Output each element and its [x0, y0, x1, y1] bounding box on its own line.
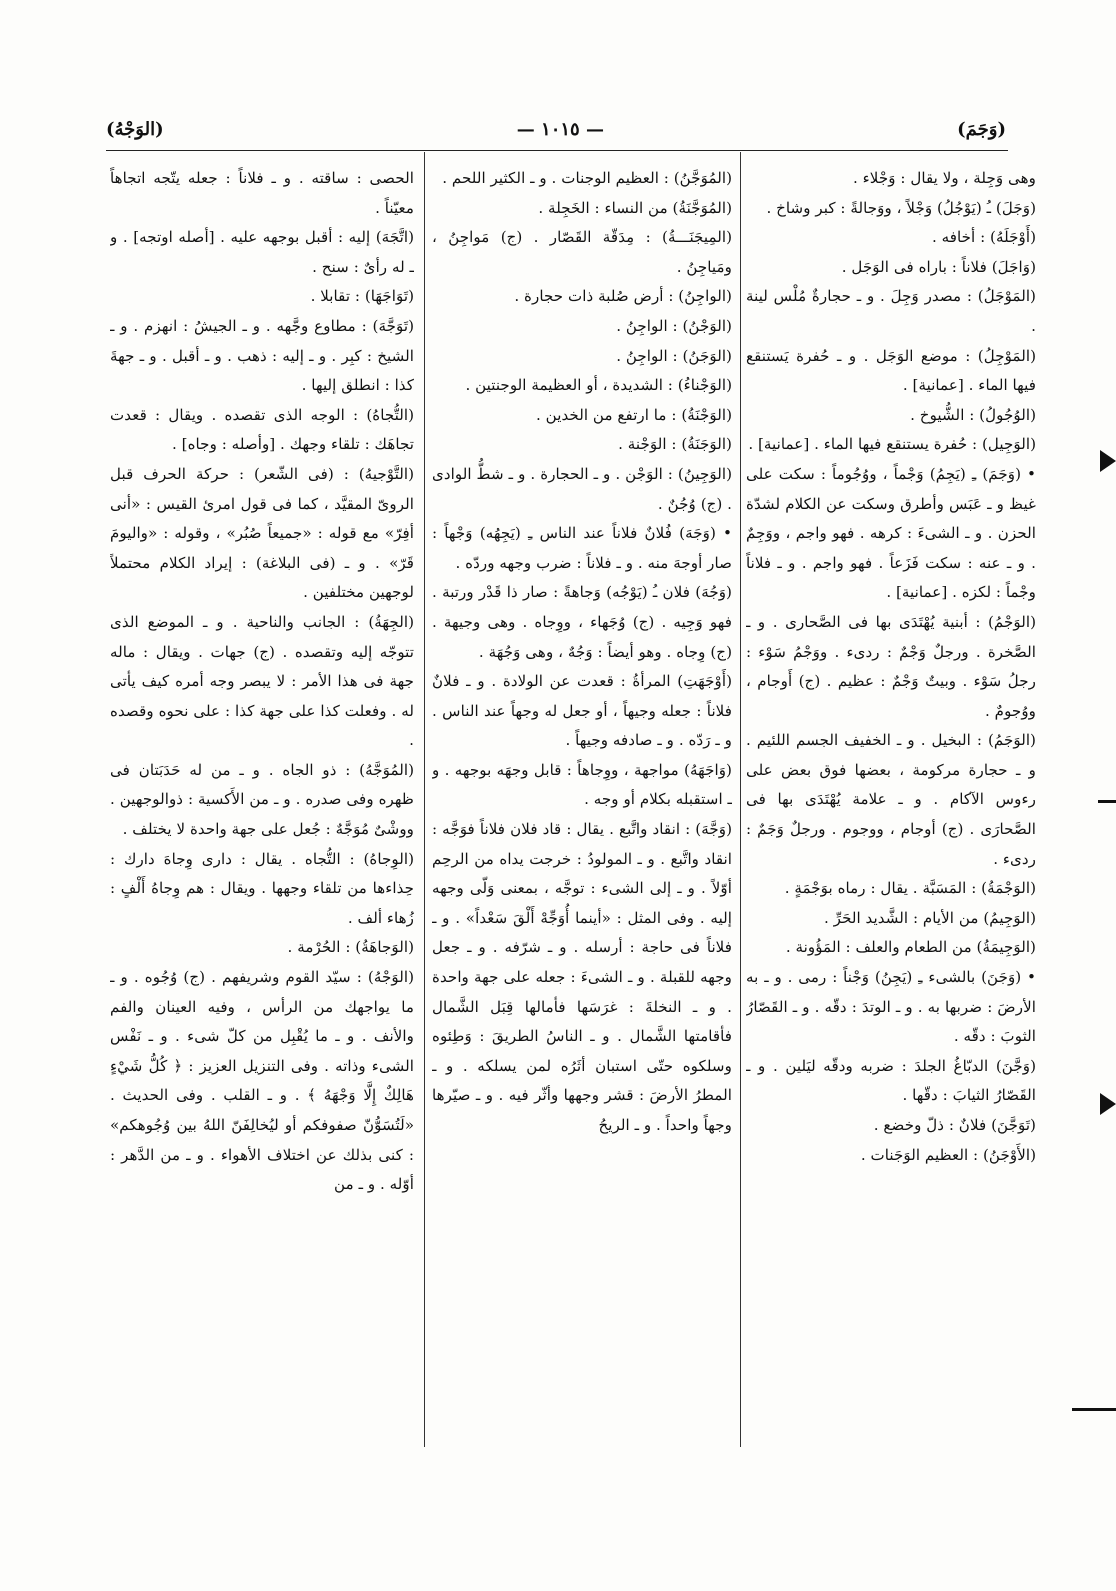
dictionary-entry: (تَوَجَّنَ) فلانٌ : ذلّ وخضع . [873, 1116, 1036, 1134]
dictionary-entry: (الوَجاهَةُ) : الحُرْمة . [287, 938, 414, 957]
dictionary-entry: (الوَجِيمُ) من الأيام : الشَّديد الحَرِّ . [824, 908, 1036, 927]
dictionary-entry: (الوَجَمُ) : البخيل . و ـ الخفيف الجسم اللئيم . و ـ حجارة مركومة ، بعضها فوق بعض على رءوس الآكام . و ـ علامة يُهْتَدَى بها فى الصَّحارَى . (ج) أوجام ، ووجوم . ورجلٌ وَجَمٌ : ردىء . [746, 731, 1036, 868]
header-rule [106, 150, 1008, 151]
dictionary-entry: (اتَّجَهَ) إليه : أقبل بوجهه عليه . [أصله اوتجه] . و ـ له رأىٌ : سنح . [110, 228, 414, 276]
dictionary-entry: (الوَجَنَةُ) : الوَجْنة . [618, 435, 732, 454]
dictionary-entry: • (وَجَنَ) بالشىء ـِ (يَجِنُ) وَجْناً : رمى . و ـ به الأرضَ : ضربها به . و ـ الوتدَ : دقّه . و ـ القَصّارُ الثوبَ : دقّه . [746, 968, 1036, 1046]
column-divider-left [424, 152, 425, 1447]
column-divider-right [740, 152, 741, 1447]
header-entry-last: (الوَجْهُ) [106, 118, 164, 140]
page-header [106, 112, 1006, 146]
scan-mark [1098, 800, 1116, 803]
dictionary-entry: (المَوْجِلُ) : موضع الوَجَل . و ـ حُفرة يَستنقع فيها الماء . [عمانية] . [746, 346, 1036, 395]
dictionary-entry: (الوَجْناءُ) : الشديدة ، أو العظيمة الوجنتين . [465, 376, 732, 395]
dictionary-entry: الحصى : ساقته . و ـ فلاناً : جعله يتّجه اتجاهاً معيّناً . [110, 169, 414, 217]
column-right [746, 164, 1036, 1444]
dictionary-entry: (وَجَّنَ) الدبّاغُ الجلدَ : ضربه ودقّه ليَلين . و ـ القَصّارُ الثيابَ : دقّها . [746, 1056, 1036, 1105]
scan-mark [1072, 1408, 1116, 1411]
dictionary-entry: (الجِهَةُ) : الجانب والناحية . و ـ الموضع الذى تتوجّه إليه وتقصده . (ج) جهات . ويقال : ماله جهة فى هذا الأمر : لا يبصر وجه أمره كيف يأتى له . وفعلت كذا على جهة كذا : على نحوه وقصده . [110, 612, 414, 750]
dictionary-entry: (المُوَجَّهُ) : ذو الجاه . و ـ من له حَدَبَتان فى ظهره وفى صدره . و ـ من الأَكسية : ذوالوجهين . ووشْىٌ مُوَجَّهٌ : جُعل على جهة واحدة لا يختلف . [110, 760, 414, 839]
dictionary-entry: (وَجَلَ) ـُ (يَوْجُلُ) وَجْلاً ، ووَجالةً : كبر وشاخ . [766, 198, 1036, 217]
dictionary-entry: (الوَجْهُ) : سيّد القوم وشريفهم . (ج) وُجُوه . و ـ ما يواجهك من الرأس ، وفيه العينان والفم والأنف . و ـ ما يُقْبِل من كلّ شىء . و ـ نَفْس الشىء وذاته . وفى التنزيل العزيز : ﴿ كُلُّ شَيْءٍ هَالِكٌ إِلَّا وَجْهَهُ ﴾ . و ـ القلب . وفى الحديث . «لَتُسَوُّنّ صفوفكم أو ليُخالِفَنّ اللهُ بين وُجُوهكم» : كنى بذلك عن اختلاف الأهواء . و ـ من الدَّهر : أوّله . و ـ من [110, 968, 414, 1194]
scan-mark [1100, 450, 1116, 472]
dictionary-entry: (التَّوْجيهُ) : (فى الشّعر) : حركة الحرف قبل الروىّ المقيَّد ، كما فى قول امرئ القيس : «أنى أفِرّ» مع قوله : «جميعاً صُبُر» ، وقوله : «واليومَ قَرّ» . و ـ (فى البلاغة) : إيراد الكلام محتملاً لوجهين مختلفين . [110, 464, 414, 602]
dictionary-entry: • (وَجَهَ) فُلانٌ فلاناً عند الناس ـِ (يَجِهُه) وَجْهاً : صار أوجهَ منه . و ـ فلاناً : ضرب وجهه وردّه . [432, 524, 732, 572]
dictionary-entry: (الوُجُولُ) : الشُّيوخ . [910, 405, 1036, 424]
dictionary-entry: (الوَجِينُ) : الوَجْن . و ـ الحجارة . و ـ شطُّ الوادى . (ج) وُجُنٌ . [432, 464, 732, 513]
dictionary-entry: (الوَجَنُ) : الواجِنُ . [616, 346, 732, 365]
dictionary-entry: وهى وَجِلة ، ولا يقال : وَجْلاء . [852, 169, 1036, 187]
dictionary-entry: (المِيجَنَـــةُ) : مِدَقّة القَصّار . (ج) مَواجِنُ ، ومَياجِنُ . [432, 228, 732, 276]
dictionary-entry: (وَاجَهَهُ) مواجهة ، ووِجاهاً : قابل وجهَه بوجهه . و ـ استقبله بكلام أو وجه . [432, 760, 732, 809]
dictionary-entry: (المُوَجَّنُ) : العظيم الوجنات . و ـ الكثير اللحم . [442, 169, 732, 187]
dictionary-entry: (أَوْجَهَتِ) المرأةُ : قعدت عن الولادة . و ـ فلانٌ فلاناً : جعله وجيهاً ، أو جعل له وجهاً عند الناس . و ـ رَدّه . و ـ صادفه وجيهاً . [432, 672, 732, 750]
dictionary-entry: (الأَوْجَنُ) : العظيم الوَجَنات . [860, 1145, 1036, 1164]
dictionary-entry: (الواجِنُ) : أرض صُلبة ذات حجارة . [514, 287, 732, 306]
dictionary-entry: (المُوَجَّنَةُ) من النساء : الخَجِلة . [538, 198, 732, 217]
dictionary-entry: (الوَجِيل) : حُفرة يستنقع فيها الماء . [عمانية] . [748, 435, 1036, 454]
column-left [110, 164, 414, 1444]
dictionary-entry: (المَوْجَلُ) : مصدر وَجِلَ . و ـ حجارةٌ مُلْس لينة . [746, 287, 1036, 335]
dictionary-entry: (الوَجْمَةُ) : المَسَبَّة . يقال : رماه بوَجْمَةٍ . [784, 879, 1036, 898]
dictionary-entry: (التُّجاهُ) : الوجه الذى تقصده . ويقال : قعدت تجاهَك : تلقاء وجهك . [وأصله : وجاه] . [110, 405, 414, 454]
dictionary-entry: • (وَجَمَ) ـِ (يَجِمُ) وَجْماً ، ووُجُوماً : سكت على غيظ و ـ عَبَس وأطرق وسكت عن الكلام لشدّة الحزن . و ـ الشىءَ : كرهه . فهو واجم ، ووَجِمٌ . و ـ عنه : سكت فَزَعاً . فهو واجم . و ـ فلاناً وجْماً : لكزه . [عمانية] . [746, 464, 1036, 602]
dictionary-entry: (تَوَاجَهَا) : تقابلا . [310, 287, 414, 306]
scan-mark [1100, 1093, 1116, 1115]
dictionary-entry: (تَوَجَّهَ) : مطاوع وجَّهه . و ـ الجيشُ : انهزم . و ـ الشيخ : كبِر . و ـ إليه : ذهب . و ـ أقبل . و ـ جهةَ كذا : انطلق إليها . [110, 316, 414, 395]
dictionary-entry: (أَوْجَلَهُ) : أخافه . [931, 228, 1036, 247]
page-number: — ١٠١٥ — [516, 118, 604, 140]
dictionary-entry: (الوَجْمُ) : أبنية يُهْتَدَى بها فى الصَّحارى . و ـ الصَّخرة . ورجلٌ وَجْمٌ : ردىء . ووَجْمُ سَوْء : رجلُ سَوْء . وبيتٌ وَجْمٌ : عظيم . (ج) أَوجام ، ووُجومٌ . [746, 612, 1036, 720]
dictionary-entry: (وَاجَلَ) فلاناً : باراه فى الوَجَل . [841, 257, 1036, 276]
dictionary-entry: (الوَجِيمَةُ) من الطعام والعلف : المَؤُونة . [785, 938, 1036, 957]
dictionary-entry: (الوَجْنُ) : الواجِنُ . [616, 316, 732, 335]
dictionary-entry: (وَجَّهَ) : انقاد واتَّبع . يقال : قاد فلان فلاناً فوَجَّه : انقاد واتَّبع . و ـ المولودُ : خرجت يداه من الرحِم أوّلاً . و ـ إلى الشىء : توجَّه ، بمعنى وَلّى وجهه إليه . وفى المثل : «أينما أُوَجِّهْ أَلْقَ سَعْداً» . و ـ فلاناً فى حاجة : أرسله . و ـ شرّفه . و ـ جعل وجهه للقبلة . و ـ الشىءَ : جعله على جهة واحدة . و ـ النخلةَ : غرَسَها فأمالها قِبَل الشَّمال فأقامتها الشَّمال . و ـ الناسُ الطريقَ : وَطِئوه وسلكوه حتّى استبان أثَرُه لمن يسلكه . و ـ المطرُ الأرضَ : قشر وجهها وأثّر فيه . و ـ صيّرها وجهاً واحداً . و ـ الريحُ [432, 820, 732, 1134]
dictionary-entry: (الوِجاهُ) : التُّجاه . يقال : دارى وِجاهَ دارك : حِذاءها من تلقاء وجهها . ويقال : هم وِجاهُ أَلْفٍ : زُهاء ألف . [110, 849, 414, 927]
column-middle [432, 164, 732, 1444]
dictionary-entry: (وَجُهَ) فلان ـُ (يَوْجُه) وَجاهةً : صار ذا قَدْر ورتبة . فهو وَجِيه . (ج) وُجَهاء ، ووِجاه . وهى وجيهة . (ج) وِجاه . وهو أيضاً : وَجُهٌ ، وهى وَجُهَة . [432, 583, 732, 661]
dictionary-entry: (الوَجْنَةُ) : ما ارتفع من الخدين . [536, 405, 732, 424]
header-entry-first: (وَجَمَ) [957, 118, 1006, 140]
